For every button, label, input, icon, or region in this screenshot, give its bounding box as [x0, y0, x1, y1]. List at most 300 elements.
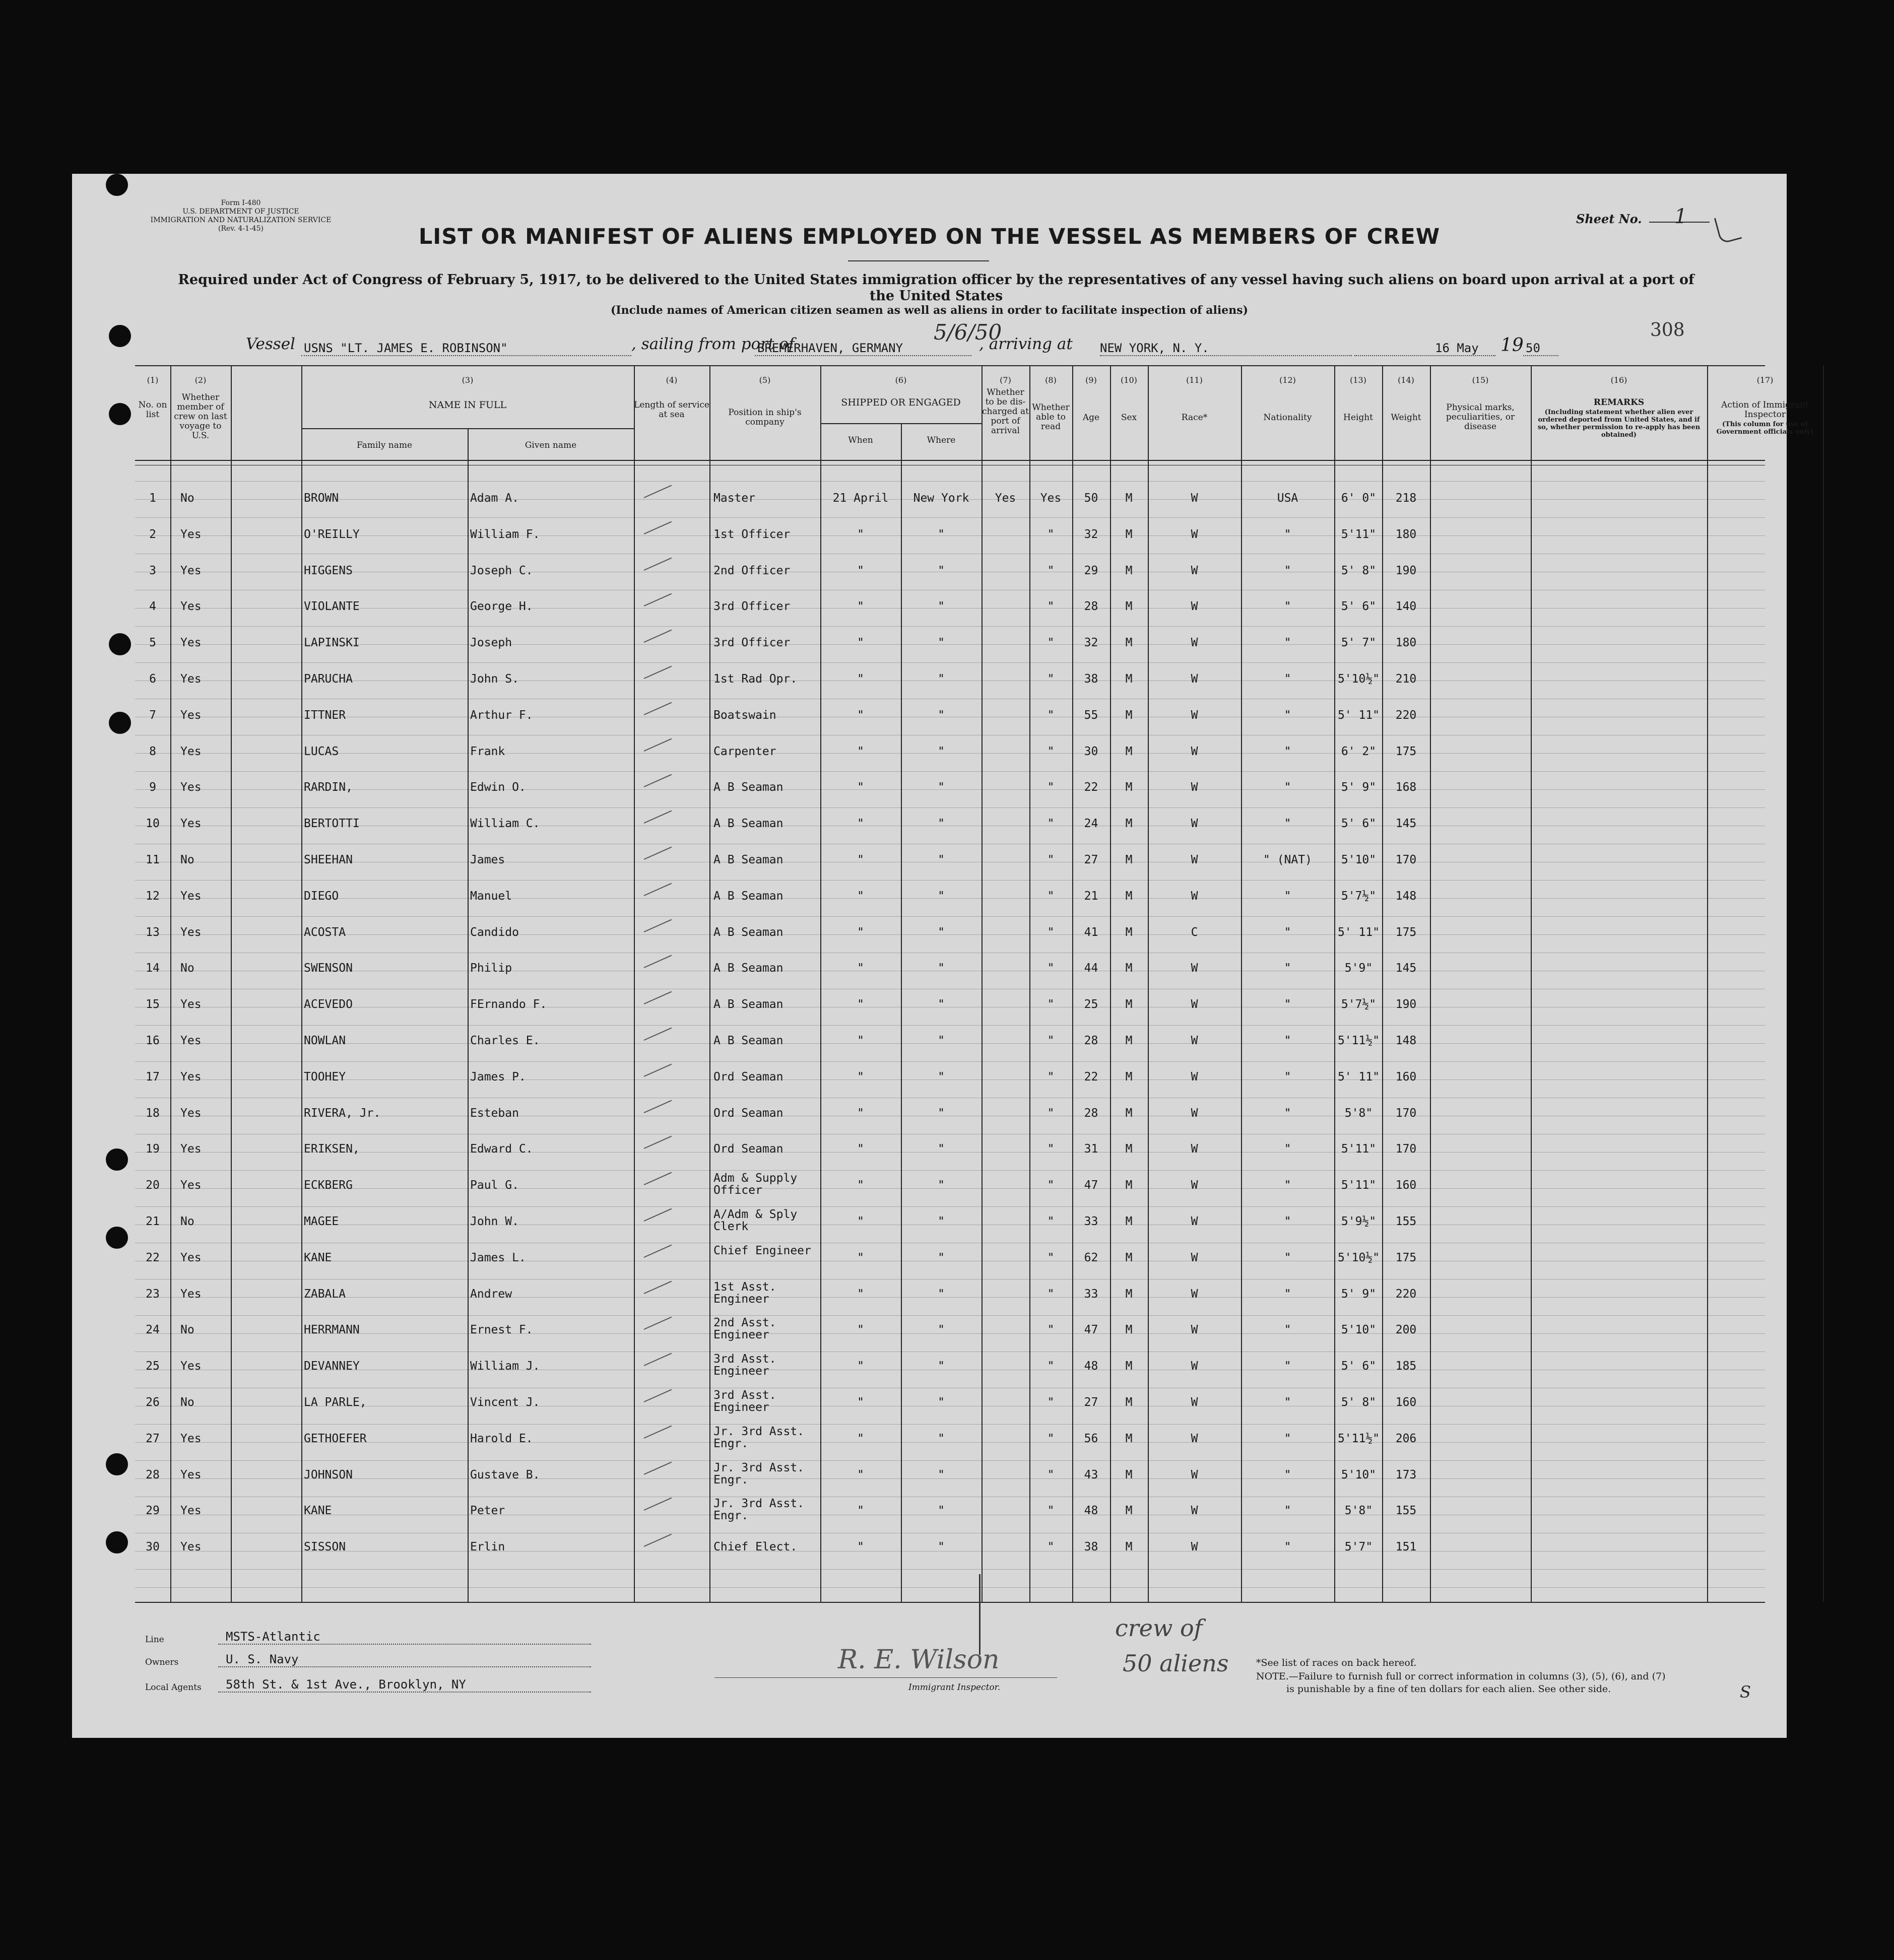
service-tick-mark [644, 593, 672, 606]
cell-read: " [1047, 745, 1055, 758]
cell-age: 38 [1084, 672, 1098, 686]
cell-when: " [857, 564, 864, 577]
cell-position: 2nd Asst. Engineer [713, 1316, 776, 1342]
cell-no: 22 [146, 1251, 160, 1264]
cell-no: 27 [146, 1432, 160, 1445]
cell-nat: " [1284, 1215, 1291, 1228]
column-divider [1430, 365, 1431, 1602]
cell-where: " [938, 781, 945, 794]
cell-age: 22 [1084, 1070, 1098, 1084]
cell-given: Arthur F. [470, 708, 533, 722]
header-sex: Sex [1121, 413, 1137, 423]
cell-crew: Yes [180, 817, 202, 831]
cell-position: A B Seaman [713, 781, 783, 794]
cell-read: " [1047, 781, 1055, 794]
cell-position: A B Seaman [713, 925, 783, 939]
cell-crew: Yes [180, 1142, 202, 1156]
cell-when: " [857, 998, 864, 1011]
cell-nat: " [1284, 1034, 1291, 1047]
column-divider [1382, 365, 1383, 1602]
cell-read: " [1047, 1034, 1055, 1047]
cell-no: 4 [149, 600, 156, 614]
cell-read: " [1047, 1540, 1055, 1554]
column-number: (12) [1279, 375, 1296, 385]
cell-given: Vincent J. [470, 1396, 540, 1409]
cell-no: 25 [146, 1360, 160, 1373]
cell-where: " [938, 925, 945, 939]
cell-family: ITTNER [304, 708, 346, 722]
punch-hole [106, 1148, 128, 1171]
cell-given: James [470, 853, 505, 866]
column-number: (8) [1045, 375, 1057, 385]
cell-age: 48 [1084, 1504, 1098, 1518]
handwritten-aliens-note: 50 aliens [1123, 1650, 1229, 1677]
cell-sex: M [1125, 708, 1133, 722]
penalty-note: NOTE.—Failure to furnish full or correct information in columns (3), (5), (6), and (7) [1256, 1671, 1666, 1682]
cell-race: W [1191, 1287, 1198, 1301]
cell-given: Gustave B. [470, 1468, 540, 1481]
service-tick-mark [644, 1280, 672, 1294]
cell-crew: Yes [180, 998, 202, 1011]
cell-nat: " [1284, 745, 1291, 758]
cell-height: 5'9½" [1341, 1215, 1377, 1228]
punch-hole [106, 174, 128, 196]
cell-read: " [1047, 1251, 1055, 1264]
cell-no: 9 [149, 781, 156, 794]
cell-family: ERIKSEN, [304, 1142, 360, 1156]
column-divider [1241, 365, 1242, 1602]
cell-crew: Yes [180, 1251, 202, 1264]
requirement-note: (Include names of American citizen seamen as well as aliens in order to facilitate inspection of aliens) [610, 304, 1249, 317]
cell-weight: 160 [1395, 1396, 1417, 1409]
cell-given: Andrew [470, 1287, 512, 1301]
cell-position: Ord Seaman [713, 1070, 783, 1084]
ruled-line [135, 1025, 1765, 1026]
cell-race: W [1191, 1179, 1198, 1192]
cell-read: " [1047, 672, 1055, 686]
cell-weight: 168 [1395, 781, 1417, 794]
cell-read: " [1047, 1179, 1055, 1192]
cell-weight: 155 [1395, 1215, 1417, 1228]
cell-height: 5'8" [1344, 1504, 1373, 1518]
ruled-line [135, 1315, 1765, 1316]
cell-where: " [938, 745, 945, 758]
cell-where: " [938, 527, 945, 541]
agents-fill [218, 1692, 591, 1693]
service-tick-mark [644, 774, 672, 787]
cell-age: 29 [1084, 564, 1098, 577]
cell-weight: 160 [1395, 1179, 1417, 1192]
cell-weight: 180 [1395, 636, 1417, 650]
cell-nat: " [1284, 1432, 1291, 1445]
column-divider [709, 365, 710, 1602]
service: IMMIGRATION AND NATURALIZATION SERVICE [150, 216, 332, 224]
cell-age: 28 [1084, 1034, 1098, 1047]
cell-position: 1st Asst. Engineer [713, 1280, 776, 1306]
handwritten-crew-note: crew of [1115, 1614, 1203, 1642]
cell-race: W [1191, 1540, 1198, 1554]
cell-age: 44 [1084, 962, 1098, 975]
revision: (Rev. 4-1-45) [218, 225, 264, 233]
cell-position: 3rd Asst. Engineer [713, 1389, 776, 1414]
cell-weight: 190 [1395, 564, 1417, 577]
column-divider [1823, 365, 1824, 1602]
sailing-label: , sailing from port of [631, 335, 795, 353]
cell-when: " [857, 527, 864, 541]
service-tick-mark [644, 1317, 672, 1330]
cell-where: " [938, 1323, 945, 1337]
column-divider [1029, 365, 1030, 1602]
arrival-fill-line [1100, 355, 1352, 356]
cell-nat: " [1284, 564, 1291, 577]
cell-position: 3rd Asst. Engineer [713, 1353, 776, 1378]
cell-when: " [857, 1360, 864, 1373]
signature-line [714, 1677, 1057, 1678]
cell-family: NOWLAN [304, 1034, 346, 1047]
cell-when: " [857, 1179, 864, 1192]
cell-sex: M [1125, 527, 1133, 541]
cell-no: 23 [146, 1287, 160, 1301]
cell-read: " [1047, 817, 1055, 831]
cell-no: 20 [146, 1179, 160, 1192]
cell-nat: " [1284, 636, 1291, 650]
header-action-note: (This column for use of Government officials only) [1716, 421, 1814, 436]
cell-age: 30 [1084, 745, 1098, 758]
cell-where: New York [913, 492, 969, 505]
cell-read: " [1047, 925, 1055, 939]
cell-read: " [1047, 1070, 1055, 1084]
cell-given: Peter [470, 1504, 505, 1518]
cell-read: " [1047, 527, 1055, 541]
cell-family: HIGGENS [304, 564, 353, 577]
cell-where: " [938, 672, 945, 686]
cell-no: 7 [149, 708, 156, 722]
cell-age: 21 [1084, 889, 1098, 903]
cell-sex: M [1125, 1215, 1133, 1228]
cell-family: VIOLANTE [304, 600, 360, 614]
service-tick-mark [644, 883, 672, 896]
cell-nat: " [1284, 889, 1291, 903]
cell-when: " [857, 925, 864, 939]
cell-where: " [938, 1540, 945, 1554]
cell-sex: M [1125, 1396, 1133, 1409]
handwritten-date: 5/6/50 [934, 320, 1002, 345]
departure-port: BREMERHAVEN, GERMANY [757, 341, 903, 355]
cell-sex: M [1125, 672, 1133, 686]
cell-height: 5'8" [1344, 1106, 1373, 1120]
cell-weight: 200 [1395, 1323, 1417, 1337]
column-number: (13) [1350, 375, 1366, 385]
cell-nat: " [1284, 1360, 1291, 1373]
cell-given: John S. [470, 672, 519, 686]
column-divider [901, 423, 902, 1602]
line-value: MSTS-Atlantic [226, 1630, 320, 1644]
cell-age: 55 [1084, 708, 1098, 722]
ruled-line [135, 626, 1765, 627]
port-fill-line [755, 355, 971, 356]
cell-given: Esteban [470, 1106, 519, 1120]
cell-position: Adm & Supply Officer [713, 1172, 798, 1197]
ruled-line [135, 1587, 1765, 1588]
cell-where: " [938, 1396, 945, 1409]
cell-when: " [857, 1106, 864, 1120]
column-divider [231, 365, 232, 1602]
cell-race: W [1191, 636, 1198, 650]
cell-height: 5' 9" [1341, 781, 1377, 794]
service-tick-mark [644, 1353, 672, 1366]
cell-when: " [857, 1070, 864, 1084]
cell-position: A B Seaman [713, 853, 783, 866]
cell-position: Ord Seaman [713, 1142, 783, 1156]
cell-when: " [857, 600, 864, 614]
service-tick-mark [644, 666, 672, 679]
cell-height: 5'11½" [1337, 1034, 1380, 1047]
cell-nat: " [1284, 1251, 1291, 1264]
cell-race: W [1191, 600, 1198, 614]
cell-position: A B Seaman [713, 889, 783, 903]
cell-race: W [1191, 1070, 1198, 1084]
cell-given: Adam A. [470, 492, 519, 505]
header-age: Age [1082, 413, 1100, 423]
cell-given: Paul G. [470, 1179, 519, 1192]
service-tick-mark [644, 557, 672, 570]
cell-crew: Yes [180, 564, 202, 577]
cell-age: 24 [1084, 817, 1098, 831]
service-tick-mark [644, 991, 672, 1004]
cell-sex: M [1125, 1251, 1133, 1264]
column-number: (15) [1472, 375, 1489, 385]
service-tick-mark [644, 810, 672, 824]
column-number: (5) [759, 375, 771, 385]
cell-position: Ord Seaman [713, 1106, 783, 1120]
cell-no: 21 [146, 1215, 160, 1228]
cell-age: 50 [1084, 492, 1098, 505]
cell-nat: " [1284, 998, 1291, 1011]
cell-family: DEVANNEY [304, 1360, 360, 1373]
cell-where: " [938, 1142, 945, 1156]
cell-given: Philip [470, 962, 512, 975]
cell-position: Carpenter [713, 745, 776, 758]
cell-nat: " [1284, 781, 1291, 794]
handwritten-page-number: 308 [1650, 320, 1685, 341]
ruled-line [135, 771, 1765, 772]
cell-race: W [1191, 962, 1198, 975]
cell-given: John W. [470, 1215, 519, 1228]
cell-weight: 190 [1395, 998, 1417, 1011]
cell-height: 5'10" [1341, 853, 1377, 866]
ruled-line [135, 1424, 1765, 1425]
cell-sex: M [1125, 492, 1133, 505]
cell-given: William C. [470, 817, 540, 831]
cell-height: 5'11" [1341, 1142, 1377, 1156]
cell-read: " [1047, 1360, 1055, 1373]
cell-age: 25 [1084, 998, 1098, 1011]
cell-where: " [938, 998, 945, 1011]
cell-given: Frank [470, 745, 505, 758]
cell-weight: 180 [1395, 527, 1417, 541]
cell-read: " [1047, 889, 1055, 903]
cell-age: 33 [1084, 1215, 1098, 1228]
cell-given: Harold E. [470, 1432, 533, 1445]
cell-nat: " [1284, 1070, 1291, 1084]
cell-position: Jr. 3rd Asst. Engr. [713, 1497, 805, 1523]
cell-nat: " [1284, 962, 1291, 975]
cell-nat: " (NAT) [1263, 853, 1312, 866]
ruled-line [135, 1569, 1765, 1570]
cell-crew: Yes [180, 1034, 202, 1047]
cell-race: W [1191, 564, 1198, 577]
cell-weight: 145 [1395, 817, 1417, 831]
cell-when: " [857, 1504, 864, 1518]
cell-when: 21 April [832, 492, 889, 505]
cell-height: 5'11" [1341, 527, 1377, 541]
cell-crew: Yes [180, 781, 202, 794]
service-tick-mark [644, 1172, 672, 1185]
cell-crew: Yes [180, 1360, 202, 1373]
cell-height: 5' 6" [1341, 817, 1377, 831]
cell-race: W [1191, 1432, 1198, 1445]
sheet-number: 1 [1674, 205, 1687, 228]
ruled-line [135, 1351, 1765, 1352]
cell-nat: " [1284, 817, 1291, 831]
column-number: (1) [147, 375, 159, 385]
column-divider [301, 365, 302, 1602]
cell-position: 1st Officer [713, 527, 791, 541]
cell-age: 27 [1084, 853, 1098, 866]
cell-family: RARDIN, [304, 781, 353, 794]
cell-when: " [857, 1396, 864, 1409]
cell-family: JOHNSON [304, 1468, 353, 1481]
cell-when: " [857, 1142, 864, 1156]
cell-sex: M [1125, 1070, 1133, 1084]
cell-read: " [1047, 962, 1055, 975]
cell-family: HERRMANN [304, 1323, 360, 1337]
cell-where: " [938, 636, 945, 650]
cell-read: " [1047, 1504, 1055, 1518]
cell-race: W [1191, 1142, 1198, 1156]
cell-position: A B Seaman [713, 817, 783, 831]
cell-age: 32 [1084, 636, 1098, 650]
cell-read: " [1047, 1215, 1055, 1228]
header-weight: Weight [1391, 413, 1421, 423]
cell-sex: M [1125, 1106, 1133, 1120]
service-tick-mark [644, 1100, 672, 1113]
cell-given: Edwin O. [470, 781, 526, 794]
cell-race: W [1191, 1215, 1198, 1228]
cell-read: " [1047, 1468, 1055, 1481]
cell-height: 5'10½" [1337, 1251, 1380, 1264]
cell-given: George H. [470, 600, 533, 614]
cell-family: ZABALA [304, 1287, 346, 1301]
cell-height: 5' 11" [1337, 925, 1380, 939]
cell-where: " [938, 1432, 945, 1445]
cell-nat: " [1284, 527, 1291, 541]
cell-where: " [938, 817, 945, 831]
cell-where: " [938, 1215, 945, 1228]
cell-given: Charles E. [470, 1034, 540, 1047]
arriving-label: , arriving at [979, 335, 1073, 353]
cell-family: KANE [304, 1504, 332, 1518]
punch-hole [109, 712, 131, 734]
cell-crew: Yes [180, 1287, 202, 1301]
cell-crew: Yes [180, 1468, 202, 1481]
cell-weight: 151 [1395, 1540, 1417, 1554]
cell-height: 6' 0" [1341, 492, 1377, 505]
ruled-line [135, 916, 1765, 917]
cell-family: KANE [304, 1251, 332, 1264]
cell-height: 5'7" [1344, 1540, 1373, 1554]
cell-read: " [1047, 1432, 1055, 1445]
header-action: Action of Immigrant Inspector [1721, 400, 1809, 420]
cell-no: 30 [146, 1540, 160, 1554]
cell-crew: Yes [180, 527, 202, 541]
cell-race: W [1191, 527, 1198, 541]
header-race: Race* [1181, 413, 1208, 423]
column-divider [1707, 365, 1708, 1602]
cell-when: " [857, 1215, 864, 1228]
header-crew-last-voyage: Whether member of crew on last voyage to U.S. [174, 392, 227, 441]
cell-where: " [938, 708, 945, 722]
cell-position: A B Seaman [713, 962, 783, 975]
ruled-line [135, 1206, 1765, 1207]
cell-race: W [1191, 1360, 1198, 1373]
cell-crew: Yes [180, 1106, 202, 1120]
service-tick-mark [644, 1461, 672, 1474]
header-height: Height [1343, 413, 1373, 423]
header-able-to-read: Whether able to read [1032, 402, 1070, 432]
grid-line [135, 365, 1765, 366]
cell-weight: 155 [1395, 1504, 1417, 1518]
cell-disch: Yes [995, 492, 1016, 505]
cell-age: 56 [1084, 1432, 1098, 1445]
cell-no: 1 [149, 492, 156, 505]
cell-sex: M [1125, 1540, 1133, 1554]
column-divider [1072, 365, 1073, 1602]
ruled-line [135, 880, 1765, 881]
cell-age: 41 [1084, 925, 1098, 939]
cell-read: " [1047, 853, 1055, 866]
cell-age: 32 [1084, 527, 1098, 541]
cell-family: LA PARLE, [304, 1396, 367, 1409]
cell-given: Manuel [470, 889, 512, 903]
cell-given: Edward C. [470, 1142, 533, 1156]
cell-race: W [1191, 708, 1198, 722]
cell-read: " [1047, 998, 1055, 1011]
column-divider [820, 365, 821, 1602]
cell-nat: " [1284, 1287, 1291, 1301]
cell-height: 5'7½" [1341, 998, 1377, 1011]
form-number: Form I-480 [221, 199, 261, 207]
cell-family: GETHOEFER [304, 1432, 367, 1445]
cell-age: 33 [1084, 1287, 1098, 1301]
date-fill-line [1354, 355, 1495, 356]
cell-no: 26 [146, 1396, 160, 1409]
cell-race: W [1191, 1251, 1198, 1264]
cell-read: " [1047, 1287, 1055, 1301]
cell-where: " [938, 853, 945, 866]
cell-where: " [938, 600, 945, 614]
cell-position: 3rd Officer [713, 600, 791, 614]
cell-family: SHEEHAN [304, 853, 353, 866]
cell-age: 28 [1084, 600, 1098, 614]
cell-given: Erlin [470, 1540, 505, 1554]
cell-no: 6 [149, 672, 156, 686]
vessel-label: Vessel [246, 335, 295, 353]
cell-weight: 140 [1395, 600, 1417, 614]
cell-weight: 175 [1395, 745, 1417, 758]
cell-no: 16 [146, 1034, 160, 1047]
cell-crew: No [180, 1396, 194, 1409]
